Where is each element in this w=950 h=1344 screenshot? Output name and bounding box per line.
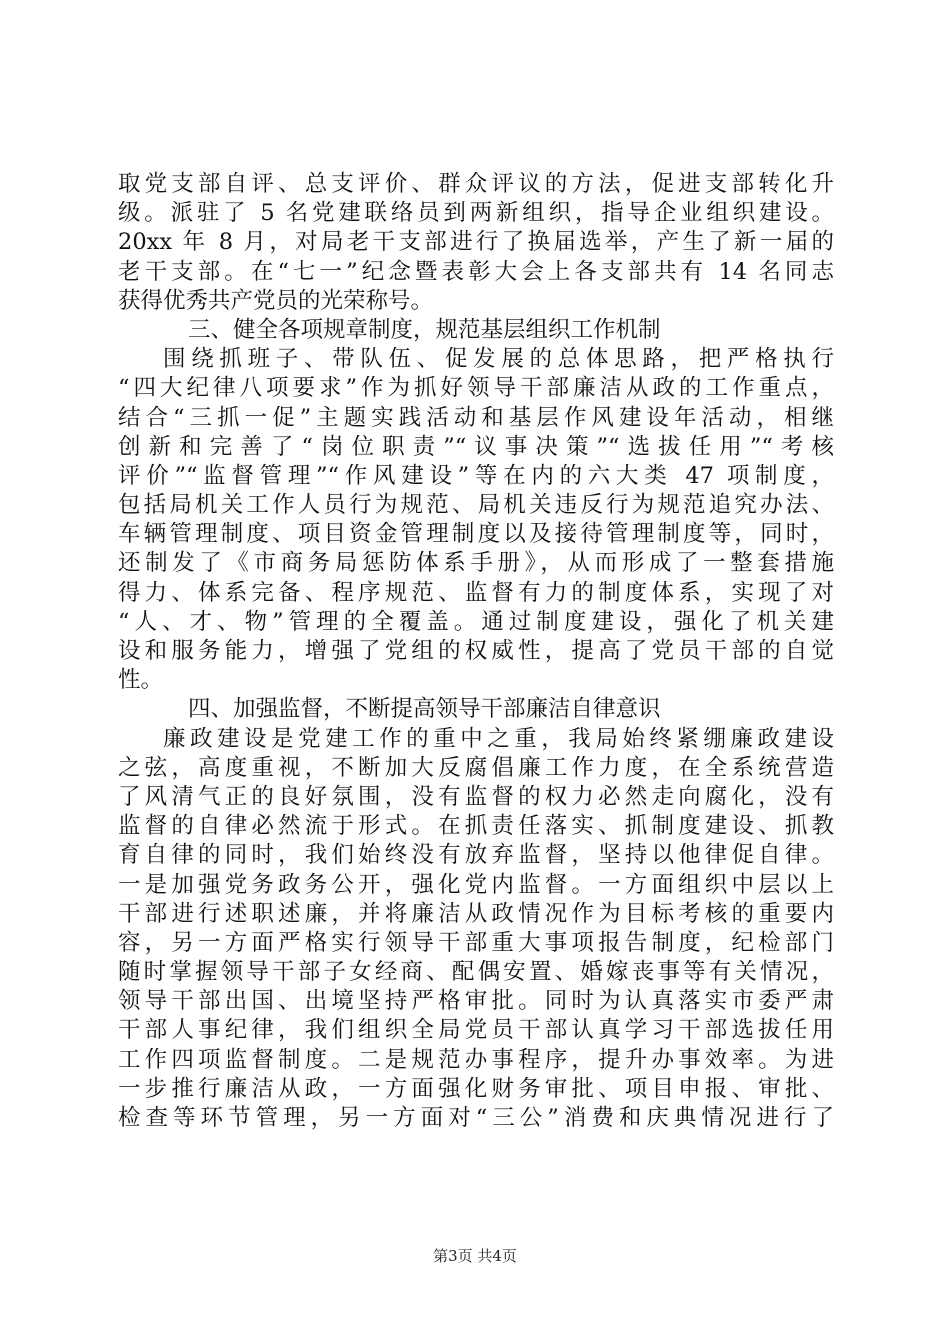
text-line: 随时掌握领导干部子女经商、配偶安置、婚嫁丧事等有关情况，: [118, 959, 834, 986]
text-line: 监督的自律必然流于形式。在抓责任落实、抓制度建设、抓教: [118, 813, 834, 840]
text-line: 检查等环节管理，另一方面对“三公”消费和庆典情况进行了: [118, 1105, 834, 1131]
text-line: “人、才、物”管理的全覆盖。通过制度建设，强化了机关建: [118, 608, 834, 635]
page-footer: 第3页 共4页: [433, 1247, 517, 1265]
text-line: 设和服务能力，增强了党组的权威性，提高了党员干部的自觉: [118, 638, 834, 664]
text-line: 评价”“监督管理”“作风建设”等在内的六大类 47 项制度，: [118, 462, 834, 489]
text-line: 创新和完善了“岗位职责”“议事决策”“选拔任用”“考核: [118, 433, 834, 460]
text-line: 取党支部自评、总支评价、群众评议的方法，促进支部转化升: [118, 171, 834, 197]
text-line: 还制发了《市商务局惩防体系手册》，从而形成了一整套措施: [118, 550, 834, 577]
text-line: 容，另一方面严格实行领导干部重大事项报告制度，纪检部门: [118, 929, 834, 956]
text-line: 领导干部出国、出境坚持严格审批。同时为认真落实市委严肃: [118, 988, 834, 1015]
text-line: 性。: [118, 667, 164, 694]
text-line: 级。派驻了 5 名党建联络员到两新组织，指导企业组织建设。: [118, 200, 834, 227]
text-line: 老干支部。在“七一”纪念暨表彰大会上各支部共有 14 名同志: [118, 258, 834, 285]
text-line: 了风清气正的良好氛围，没有监督的权力必然走向腐化，没有: [118, 783, 834, 810]
text-line: 之弦，高度重视，不断加大反腐倡廉工作力度，在全系统营造: [118, 754, 834, 781]
text-line: 包括局机关工作人员行为规范、局机关违反行为规范追究办法、: [118, 492, 834, 519]
text-line: 得力、体系完备、程序规范、监督有力的制度体系，实现了对: [118, 579, 834, 606]
text-line: 一步推行廉洁从政，一方面强化财务审批、项目申报、审批、: [118, 1075, 834, 1102]
text-line: 20xx 年 8 月，对局老干支部进行了换届选举，产生了新一届的: [118, 229, 834, 256]
text-line: 车辆管理制度、项目资金管理制度以及接待管理制度等，同时，: [118, 521, 834, 548]
text-line: 工作四项监督制度。二是规范办事程序，提升办事效率。为进: [118, 1046, 834, 1073]
text-line: “四大纪律八项要求”作为抓好领导干部廉洁从政的工作重点，: [118, 375, 834, 402]
text-line: 结合“三抓一促”主题实践活动和基层作风建设年活动，相继: [118, 404, 834, 431]
text-line: 干部进行述职述廉，并将廉洁从政情况作为目标考核的重要内: [118, 900, 834, 927]
text-line: 获得优秀共产党员的光荣称号。: [118, 287, 434, 314]
text-line: 干部人事纪律，我们组织全局党员干部认真学习干部选拔任用: [118, 1017, 834, 1044]
text-line: 三、健全各项规章制度，规范基层组织工作机制: [188, 316, 661, 343]
text-line: 育自律的同时，我们始终没有放弃监督，坚持以他律促自律。: [118, 842, 834, 869]
text-line: 一是加强党务政务公开，强化党内监督。一方面组织中层以上: [118, 871, 834, 898]
document-body: [118, 170, 834, 1133]
text-line: 围绕抓班子、带队伍、促发展的总体思路，把严格执行: [163, 346, 834, 373]
text-line: 四、加强监督，不断提高领导干部廉洁自律意识: [188, 696, 661, 723]
text-line: 廉政建设是党建工作的重中之重，我局始终紧绷廉政建设: [163, 725, 834, 752]
